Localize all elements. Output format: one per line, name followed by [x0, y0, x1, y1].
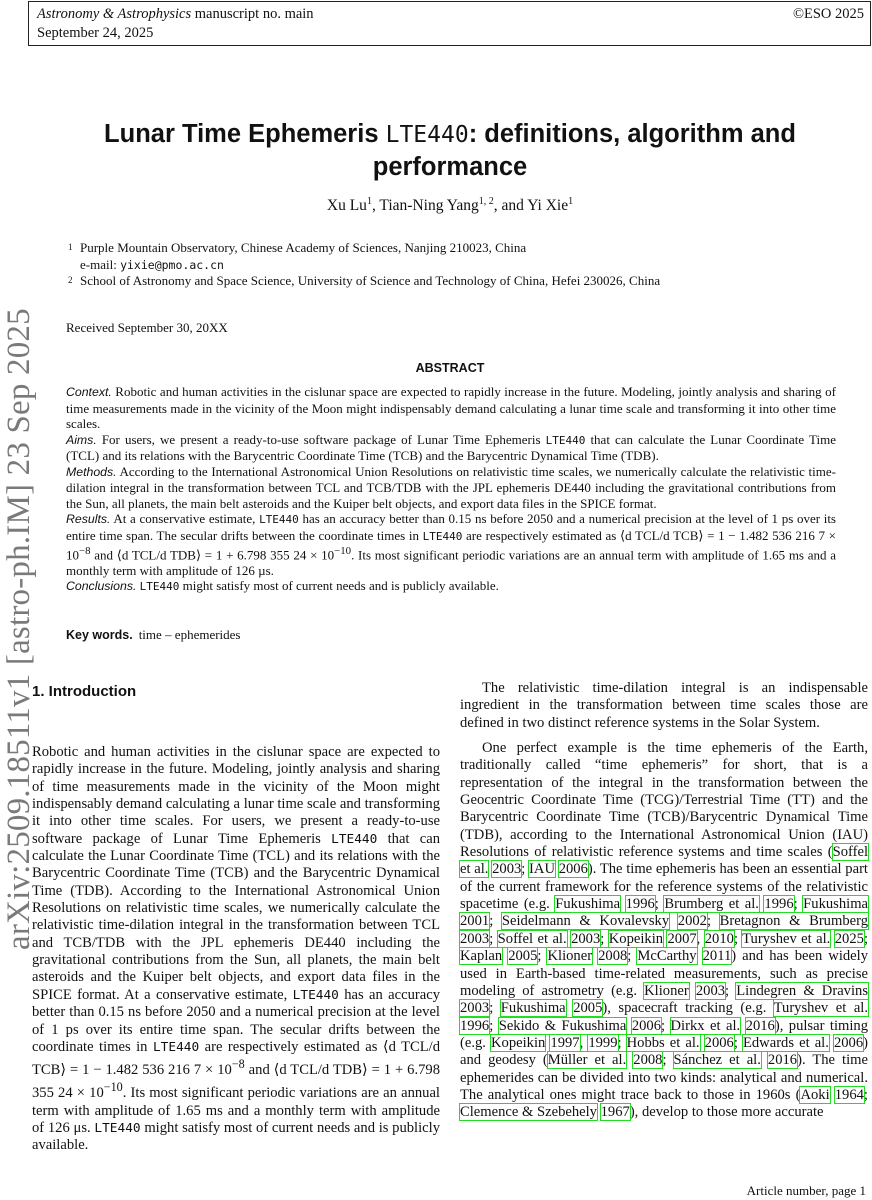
manuscript-no: manuscript no. main — [191, 6, 314, 22]
citation-year-link[interactable]: 1997 — [550, 1034, 580, 1051]
citation-author-link[interactable]: Kopeikin — [608, 930, 664, 947]
citation-year-link[interactable]: 2002 — [677, 913, 707, 930]
citation-author-link[interactable]: Soffel et al. — [460, 844, 868, 878]
citation-author-link[interactable]: Hobbs et al. — [626, 1034, 700, 1051]
citation-author-link[interactable]: Aoki — [800, 1086, 830, 1103]
citation-author-link[interactable]: Sekido & Fukushima — [498, 1017, 627, 1034]
citation-year-link[interactable]: 1967 — [600, 1104, 630, 1121]
abstract-aims: Aims. For users, we present a ready-to-use software package of Lunar Time Ephemeris LTE440 that can calculate the Lunar Coordinate Time (TCL) and its relations with the Barycentric Coordinate Time (TCB) and the Barycentric Dynamical Time (TDB). — [66, 431, 836, 463]
abstract-conclusions: Conclusions. LTE440 might satisfy most of current needs and is publicly available. — [66, 578, 499, 594]
citation-author-link[interactable]: Seidelmann & Kovalevsky — [501, 913, 670, 930]
abstract-results: Results. At a conservative estimate, LTE440 has an accuracy better than 0.15 ns before 2050 and a numerical precision at the level of 1 ps over its entire time span. The secular drifts between the coordinate times in LTE440 are respectively estimated as ⟨d TCL/d TCB⟩ = 1 − 1.482 536 216 $7 \times 10^{-8}$ and ⟨d TCL/d TDB⟩ = 1 + 6.798 355 $24 \times 10^{-10}$. Its most significant periodic variations are an annual term with amplitude of 1.65 ms and a monthly term with amplitude of 126 µs. — [66, 511, 836, 578]
page-footer: Article number, page 1 — [746, 1183, 866, 1198]
abstract-context: Context. Robotic and human activities in the cislunar space are expected to rapidly increase in the future. Modeling, jointly analysis and sharing of time measurements made in the vicinity of the Moon might indispensably demand calculating a lunar time scale and transforming it into other time scales. — [66, 384, 836, 431]
copyright: ©ESO 2025 — [792, 6, 864, 22]
email-link[interactable]: yixie@pmo.ac.cn — [120, 257, 224, 272]
citation-author-link[interactable]: Dirkx et al. — [670, 1017, 741, 1034]
citation-year-link[interactable]: 2003 — [460, 930, 490, 947]
intro-paragraph-3: One perfect example is the time ephemeris of the Earth, traditionally called “time ephemeris” for short, that is a representation of the integral in the transformation between the Geocentric Coordinate Time (TCG)/Terrestrial Time (TT) and the Barycentric Coordinate Time (TCB)/Barycentric Dynamical Time (TDB), according to the International Astronomical Union (IAU) Resolutions of relativistic reference systems and time scales (Soffel et al. 2003; IAU 2006). The time ephemeris has been an essential part of the current framework for the reference systems of the relativistic spacetime (e.g. Fukushima 1996; Brumberg et al. 1996; Fukushima 2001; Seidelmann & Kovalevsky 2002; Bretagnon & Brumberg 2003; Soffel et al. 2003; Kopeikin 2007, 2010; Turyshev et al. 2025; Kaplan 2005; Klioner 2008; McCarthy 2011) and has been widely used in Earth-based time-related measurements, such as precise modeling of astrometry (e.g. Klioner 2003; Lindegren & Dravins 2003; Fukushima 2005), spacecraft tracking (e.g. Turyshev et al. 1996; Sekido & Fukushima 2006; Dirkx et al. 2016), pulsar timing (e.g. Kopeikin 1997, 1999; Hobbs et al. 2006; Edwards et al. 2006) and geodesy (Müller et al. 2008; Sánchez et al. 2016). The time ephemerides can be divided into two kinds: analytical and numerical. The analytical ones might trace back to those in 1960s (Aoki 1964; Clemence & Szebehely 1967), develop to those more accurate — [460, 740, 869, 1121]
affiliations — [66, 240, 826, 290]
keywords-label: Key words. — [66, 628, 133, 642]
citation-year-link[interactable]: 2006 — [558, 861, 588, 878]
citation-year-link[interactable]: 2003 — [571, 930, 601, 947]
citation-author-link[interactable]: Bretagnon & Brumberg — [719, 913, 869, 930]
citation-author-link[interactable]: Brumberg et al. — [664, 896, 759, 913]
citation-year-link[interactable]: 2006 — [833, 1034, 864, 1051]
citation-year-link[interactable]: 2008 — [633, 1052, 663, 1069]
citation-year-link[interactable]: 2003 — [492, 861, 522, 878]
citation-author-link[interactable]: IAU — [529, 861, 555, 878]
citation-year-link[interactable]: 2003 — [460, 1000, 490, 1017]
citation-author-link[interactable]: Müller et al. — [547, 1052, 627, 1069]
citation-author-link[interactable]: Kaplan — [460, 948, 503, 965]
citation-author-link[interactable]: Edwards et al. — [742, 1034, 829, 1051]
journal-name: Astronomy & Astrophysics — [37, 6, 192, 22]
citation-author-link[interactable]: McCarthy — [637, 948, 697, 965]
citation-year-link[interactable]: 2005 — [573, 1000, 603, 1017]
citation-year-link[interactable]: 2011 — [702, 948, 732, 965]
citation-year-link[interactable]: 1996 — [460, 1017, 490, 1034]
intro-paragraph-1: Robotic and human activities in the cislunar space are expected to rapidly increase in the future. Modeling, jointly analysis and sharing of time measurements made in the vicinity of the Moon might indispensably demand calculating a lunar time scale and transforming it into other time scales. For users, we present a ready-to-use software package of Lunar Time Ephemeris LTE440 that can calculate the Lunar Coordinate Time (TCL) and its relations with the Barycentric Coordinate Time (TCB) and the Barycentric Dynamical Time (TDB). According to the International Astronomical Union Resolutions on relativistic time scales, we numerically calculate the relativistic time-dilation integral in the transformation between TCL and TCB/TDB with the JPL ephemeris DE440 including the gravitational contributions from the Sun, all planets, the main belt asteroids and the Kuiper belt objects, and export data files in the SPICE format. At a conservative estimate, LTE440 has an accuracy better than 0.15 ns before 2050 and a numerical precision at the level of 1 ps over its entire time span. The secular drifts between the coordinate times in LTE440 are respectively estimated as ⟨d TCL/d TCB⟩ = 1 − 1.482 536 216 $7 \times 10^{-8}$ and ⟨d TCL/d TDB⟩ = 1 + 6.798 355 $24 \times 10^{-10}$. Its most significant periodic variations are an annual term with amplitude of 1.65 ms and a monthly term with amplitude of 126 μs. LTE440 might satisfy most of current needs and is publicly available. — [32, 744, 440, 1154]
citation-author-link[interactable]: Sánchez et al. — [673, 1052, 761, 1069]
citation-author-link[interactable]: Lindegren & Dravins — [736, 982, 868, 999]
arxiv-stamp[interactable]: arXiv:2509.18511v1 [astro-ph.IM] 23 Sep 2025 — [1, 308, 37, 950]
citation-year-link[interactable]: 2006 — [704, 1034, 734, 1051]
citation-year-link[interactable]: 2001 — [460, 913, 490, 930]
header-date: September 24, 2025 — [37, 25, 154, 41]
citation-year-link[interactable]: 2005 — [508, 948, 538, 965]
keywords-text: time – ephemerides — [138, 627, 241, 642]
abstract-heading: ABSTRACT — [415, 361, 485, 375]
citation-year-link[interactable]: 1999 — [588, 1034, 618, 1051]
paper-title: Lunar Time Ephemeris LTE440: definitions, algorithm and performance — [104, 120, 796, 181]
citation-year-link[interactable]: 1996 — [764, 896, 794, 913]
citation-year-link[interactable]: 2016 — [745, 1017, 775, 1034]
citation-year-link[interactable]: 1996 — [625, 896, 655, 913]
citation-author-link[interactable]: Klioner — [644, 982, 689, 999]
citation-author-link[interactable]: Fukushima — [555, 896, 621, 913]
affiliation-2: 2 School of Astronomy and Space Science, University of Science and Technology of China, Hefei 230026, China — [68, 273, 661, 288]
abstract-methods: Methods. According to the International Astronomical Union Resolutions on relativistic time scales, we numerically calculate the relativistic time-dilation integral in the transformation between TCL and TCB/TDB with the JPL ephemeris DE440 including the gravitational contributions from the Sun, all planets, the main belt asteroids and the Kuiper belt objects, and export data files in the SPICE format. — [66, 463, 836, 511]
citation-year-link[interactable]: 2010 — [704, 930, 734, 947]
section-heading-introduction: 1. Introduction — [32, 683, 137, 700]
keywords — [66, 627, 241, 643]
author: Tian-Ning Yang — [379, 197, 479, 214]
author: Yi Xie — [527, 197, 569, 214]
author-list: Xu Lu$^1$, Tian-Ning Yang$^{1, 2}$, and Yi Xie$^1$ — [326, 196, 574, 214]
citation-year-link[interactable]: 2008 — [598, 948, 628, 965]
citation-author-link[interactable]: Soffel et al. — [497, 930, 567, 947]
citation-author-link[interactable]: Fukushima — [500, 1000, 566, 1017]
citation-author-link[interactable]: Turyshev et al. — [742, 930, 831, 947]
author: Xu Lu — [326, 197, 367, 214]
citation-author-link[interactable]: Clemence & Szebehely — [460, 1104, 597, 1121]
intro-paragraph-2: The relativistic time-dilation integral is an indispensable ingredient in the transformation between time scales those are defined in two distinct reference systems in the Solar System. — [460, 680, 868, 731]
title-code: LTE440 — [385, 122, 469, 148]
received-date: Received September 30, 20XX — [66, 320, 228, 335]
left-column — [32, 744, 440, 1155]
citation-author-link[interactable]: Turyshev et al. — [773, 1000, 868, 1017]
citation-year-link[interactable]: 1964 — [834, 1086, 864, 1103]
citation-year-link[interactable]: 2025 — [834, 930, 864, 947]
citation-author-link[interactable]: Klioner — [547, 948, 593, 965]
header-left — [37, 5, 314, 43]
citation-author-link[interactable]: Fukushima — [803, 896, 869, 913]
right-column — [460, 680, 868, 1122]
citation-author-link[interactable]: Kopeikin — [491, 1034, 546, 1051]
citation-year-link[interactable]: 2003 — [695, 982, 726, 999]
affiliation-1: 1 Purple Mountain Observatory, Chinese Academy of Sciences, Nanjing 210023, China e-mail: yixie@pmo.ac.cn — [68, 240, 527, 272]
citation-year-link[interactable]: 2016 — [767, 1052, 798, 1069]
citation-year-link[interactable]: 2007 — [667, 930, 697, 947]
running-header — [28, 1, 871, 46]
citation-year-link[interactable]: 2006 — [631, 1017, 661, 1034]
abstract-body — [66, 384, 836, 595]
